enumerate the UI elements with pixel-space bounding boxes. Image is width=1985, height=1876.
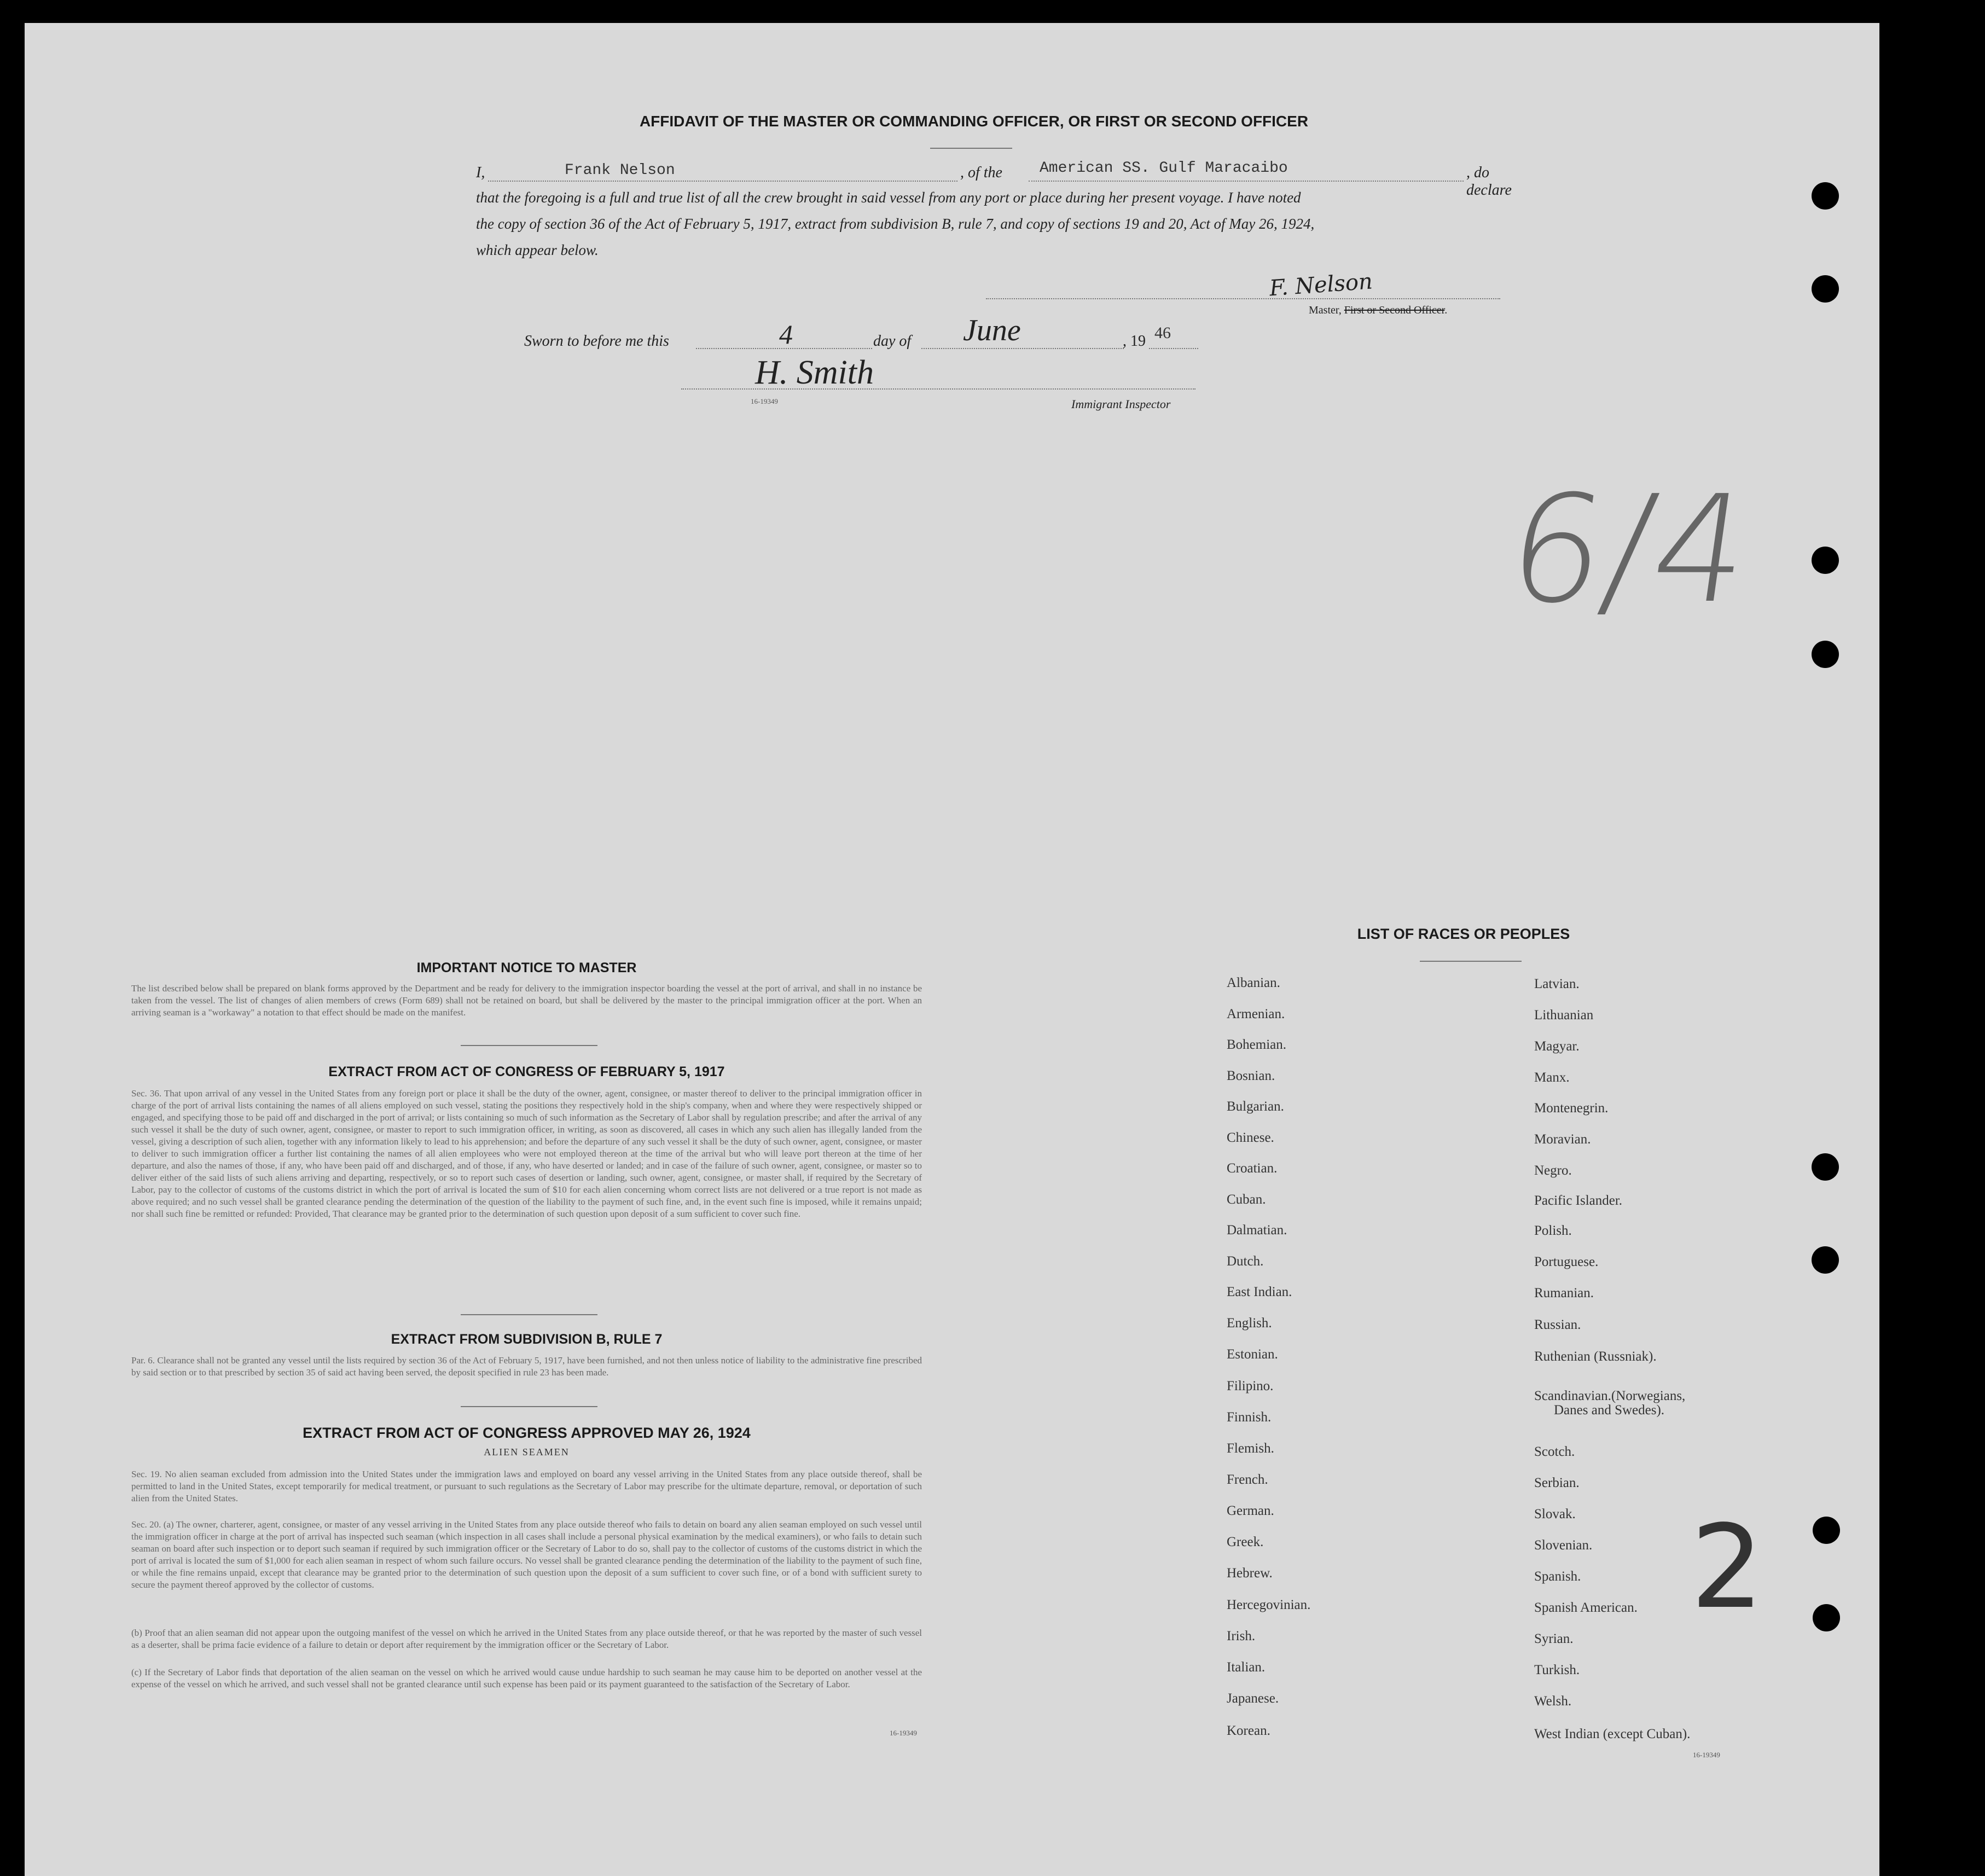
affidavit-title: AFFIDAVIT OF THE MASTER OR COMMANDING OFFICER, OR FIRST OR SECOND OFFICER bbox=[639, 113, 1309, 130]
extract-1917-title: EXTRACT FROM ACT OF CONGRESS OF FEBRUARY 5, 1917 bbox=[328, 1064, 725, 1079]
vessel-field: American SS. Gulf Maracaibo bbox=[1040, 160, 1288, 177]
race-item-right: Manx. bbox=[1534, 1070, 1570, 1085]
races-rule bbox=[1420, 961, 1522, 962]
race-item-left: Hercegovinian. bbox=[1227, 1598, 1311, 1612]
sec20a-text: Sec. 20. (a) The owner, charterer, agent, consignee, or master of any vessel arriving in the United States from any place outside thereof who fails to detain on board any alien seaman employed on such vessel until the immigration officer in charge at the port of arrival has inspected such seaman (which inspection in all cases shall include a personal physical examination by the medical examiners), or who fails to detain such seaman on board after such inspection or to deport such seaman if required by such immigration officer or the Secretary of Labor to do so, shall pay to the collector of customs of the customs district in which the port of arrival is located the sum of $1,000 for each alien seaman in respect of whom such failure occurs. No vessel shall be granted clearance pending the determination of the liability to the payment of such fine, or while the fine remains unpaid, except that clearance may be granted prior to the determination of such question upon the deposit of a sum sufficient to cover such fine, or of a bond with sufficient surety to secure the payment thereof approved by the collector of customs. bbox=[131, 1519, 922, 1590]
affidavit-line-4: which appear below. bbox=[476, 242, 599, 258]
title-rule bbox=[930, 148, 1012, 149]
race-item-left: Cuban. bbox=[1227, 1192, 1266, 1207]
race-item-right: Rumanian. bbox=[1534, 1286, 1594, 1300]
do-declare-label: , do declare bbox=[1466, 164, 1512, 199]
race-item-right: Welsh. bbox=[1534, 1694, 1572, 1709]
race-item-right: Spanish American. bbox=[1534, 1600, 1638, 1615]
race-item-right: Scotch. bbox=[1534, 1444, 1575, 1459]
affidavit-form-number: 16-19349 bbox=[751, 397, 778, 405]
punch-hole-1 bbox=[1812, 182, 1839, 210]
name-field-line bbox=[488, 162, 957, 182]
notice-title: IMPORTANT NOTICE TO MASTER bbox=[416, 960, 637, 975]
master-signature: F. Nelson bbox=[1268, 269, 1374, 301]
i-label: I, bbox=[476, 164, 485, 181]
handwritten-number: 6/4 bbox=[1498, 463, 1760, 636]
race-item-right: Magyar. bbox=[1534, 1039, 1580, 1054]
punch-hole-4 bbox=[1812, 641, 1839, 668]
race-item-left: Italian. bbox=[1227, 1660, 1266, 1675]
of-the-label: , of the bbox=[960, 164, 1002, 181]
race-item-right: Ruthenian (Russniak). bbox=[1534, 1349, 1657, 1364]
sec20c-text: (c) If the Secretary of Labor finds that deportation of the alien seaman on the vessel on which he arrived would cause undue hardship to such seaman he may cause him to be deported on another vessel at the expense of the vessel on which he arrived, and such vessel shall not be granted clearance until such expense has been paid or its payment guaranteed to the satisfaction of the Secretary of Labor. bbox=[131, 1667, 922, 1689]
race-item-right: Portuguese. bbox=[1534, 1254, 1599, 1269]
race-item-right: Pacific Islander. bbox=[1534, 1193, 1623, 1208]
race-item-left: Korean. bbox=[1227, 1723, 1270, 1738]
race-item-left: Greek. bbox=[1227, 1535, 1264, 1549]
master-label-row bbox=[1309, 304, 1447, 317]
rule7-title: EXTRACT FROM SUBDIVISION B, RULE 7 bbox=[391, 1332, 663, 1347]
affidavit-line-2: that the foregoing is a full and true list of all the crew brought in said vessel from any port or place during her present voyage. I have noted bbox=[476, 189, 1301, 206]
race-item-left: Irish. bbox=[1227, 1629, 1256, 1643]
punch-hole-5 bbox=[1812, 1153, 1839, 1181]
sec20b-text: (b) Proof that an alien seaman did not appear upon the outgoing manifest of the vessel on which he arrived in the United States from any place outside thereof, or that he was reported by the master of such vessel as a deserter, shall be prima facie evidence of a failure to detain or deport after requirement by the immigration officer or the Secretary of Labor. bbox=[131, 1628, 922, 1650]
race-item-right: Latvian. bbox=[1534, 977, 1580, 991]
race-item-left: East Indian. bbox=[1227, 1285, 1292, 1299]
year-prefix: , 19 bbox=[1123, 333, 1146, 350]
race-item-right: Montenegrin. bbox=[1534, 1101, 1609, 1116]
race-item-right: Moravian. bbox=[1534, 1132, 1591, 1147]
race-item-left: English. bbox=[1227, 1316, 1272, 1331]
races-form-number: 16-19349 bbox=[1693, 1751, 1720, 1759]
race-item-right: Russian. bbox=[1534, 1317, 1581, 1332]
race-item-right: Serbian. bbox=[1534, 1476, 1580, 1490]
race-item-left: Dutch. bbox=[1227, 1254, 1264, 1269]
sec19-text: Sec. 19. No alien seaman excluded from admission into the United States under the immigration laws and employed on board any vessel arriving in the United States from any place outside thereof, shall be permitted to land in the United States, except temporarily for medical treatment, or pursuant to such regulations as the Secretary of Labor may prescribe for the ultimate departure, removal, or deportation of such alien from the United States. bbox=[131, 1469, 922, 1503]
punch-hole-3 bbox=[1812, 547, 1839, 574]
affidavit-line-3: the copy of section 36 of the Act of February 5, 1917, extract from subdivision B, rule 7, and copy of sections 19 and 20, Act of May 26, 1924, bbox=[476, 216, 1315, 232]
document-sheet bbox=[25, 23, 1879, 1876]
struck-officer-text: First or Second Officer bbox=[1344, 304, 1445, 316]
race-item-right: Scandinavian.(Norwegians, bbox=[1534, 1389, 1686, 1403]
race-item-right: Negro. bbox=[1534, 1163, 1572, 1178]
master-label: Master, bbox=[1309, 304, 1342, 316]
sworn-label: Sworn to before me this bbox=[524, 333, 669, 350]
race-item-left: Bohemian. bbox=[1227, 1037, 1287, 1052]
race-item-left: Finnish. bbox=[1227, 1410, 1272, 1425]
master-suffix: . bbox=[1444, 304, 1448, 316]
race-item-left: Hebrew. bbox=[1227, 1566, 1273, 1581]
race-item-left: German. bbox=[1227, 1503, 1274, 1518]
rule7-text: Par. 6. Clearance shall not be granted any vessel until the lists required by section 36 of the Act of February 5, 1917, have been furnished, and not then unless notice of liability to the administrative fine prescribed by said section or to that prescribed by section 35 of said act having been served, the deposit specified in rule 23 has been made. bbox=[131, 1355, 922, 1378]
race-item-right: Lithuanian bbox=[1534, 1008, 1594, 1023]
race-item-left: Flemish. bbox=[1227, 1441, 1274, 1456]
name-field: Frank Nelson bbox=[565, 162, 675, 179]
race-item-right: Spanish. bbox=[1534, 1569, 1581, 1584]
extract-1924-title: EXTRACT FROM ACT OF CONGRESS APPROVED MAY 26, 1924 bbox=[303, 1425, 751, 1441]
extract-1917-text: Sec. 36. That upon arrival of any vessel in the United States from any foreign port or place it shall be the duty of the owner, agent, consignee, or master thereof to deliver to the principal immigration officer in charge of the port of arrival lists containing the names of all aliens employed on such vessel, stating the positions they respectively hold in the ship's company, when and where they were respectively shipped or engaged, and specifying those to be paid off and discharged in the port of arrival; or lists containing so much of such information as the Secretary of Labor shall by regulation prescribe; and after the arrival of any such vessel it shall be the duty of such owner, agent, consignee, or master to report to such immigration officer, in writing, as soon as discovered, all cases in which any such alien has illegally landed from the vessel, giving a description of such alien, together with any information likely to lead to his apprehension; and before the departure of any such vessel it shall be the duty of such owner, agent, consignee, or master to deliver to such immigration officer a further list containing the names of all alien employees who were not employed thereon at the time of the arrival but who will leave port thereon at the time of her departure, and also the names of those, if any, who have been paid off and discharged, and of those, if any, who have deserted or landed; and in case of the failure of such owner, agent, consignee, or master so to deliver either of the said lists of such aliens arriving and departing, respectively, or so to report such cases of desertion or landing, such owner, agent, consignee, or master shall, if required by the Secretary of Labor, pay to the collector of customs of the customs district in which the port of arrival is located the sum of $10 for each alien concerning whom correct lists are not delivered or a true report is not made as above required; and no such vessel shall be granted clearance pending the determination of the question of the liability to the payment of such fine, and, in the event such fine is imposed, while it remains unpaid; nor shall such fine be remitted or refunded: Provided, That clearance may be granted prior to the determination of such question upon deposit of a sum sufficient to cover such fine. bbox=[131, 1088, 922, 1219]
race-item-right: Slovak. bbox=[1534, 1507, 1576, 1521]
race-item-right: Polish. bbox=[1534, 1223, 1572, 1238]
race-item-left: Armenian. bbox=[1227, 1007, 1285, 1021]
race-item-left: Filipino. bbox=[1227, 1379, 1274, 1393]
race-item-left: Estonian. bbox=[1227, 1347, 1278, 1362]
inspector-label: Immigrant Inspector bbox=[1071, 397, 1171, 411]
inspector-signature: H. Smith bbox=[755, 354, 874, 391]
race-item-left: Bulgarian. bbox=[1227, 1099, 1284, 1114]
race-item-left: French. bbox=[1227, 1472, 1268, 1487]
notice-rule bbox=[461, 1045, 597, 1046]
day-field: 4 bbox=[779, 319, 793, 350]
punch-hole-2 bbox=[1812, 275, 1839, 303]
race-item-right: Syrian. bbox=[1534, 1631, 1574, 1646]
master-signature-line bbox=[986, 298, 1500, 299]
races-title: LIST OF RACES OR PEOPLES bbox=[1357, 926, 1570, 942]
rule7-rule bbox=[461, 1406, 597, 1407]
month-field-line bbox=[921, 328, 1124, 349]
extract-form-number: 16-19349 bbox=[890, 1729, 917, 1737]
notice-text: The list described below shall be prepared on blank forms approved by the Department and be ready for delivery to the immigration inspector boarding the vessel at the port of arrival, and shall in no instance be taken from the vessel. The list of changes of alien members of crews (Form 689) shall not be retained on board, but shall be delivered by the master to the principal immigration officer at the port. When an arriving seaman is a "workaway" a notation to that effect should be made on the manifest. bbox=[131, 983, 922, 1018]
alien-seamen-subtitle: ALIEN SEAMEN bbox=[484, 1447, 570, 1457]
race-item-right: Slovenian. bbox=[1534, 1538, 1593, 1553]
race-item-left: Croatian. bbox=[1227, 1161, 1278, 1176]
extract-1917-rule bbox=[461, 1314, 597, 1315]
day-of-label: day of bbox=[873, 333, 912, 350]
race-item-left: Japanese. bbox=[1227, 1691, 1279, 1706]
punch-hole-8 bbox=[1813, 1604, 1840, 1631]
year-field: 46 bbox=[1154, 324, 1171, 342]
punch-hole-7 bbox=[1813, 1517, 1840, 1544]
race-item-right-cont: Danes and Swedes). bbox=[1554, 1403, 1665, 1418]
race-item-left: Chinese. bbox=[1227, 1130, 1274, 1145]
race-item-right: West Indian (except Cuban). bbox=[1534, 1727, 1691, 1741]
race-item-left: Albanian. bbox=[1227, 975, 1280, 990]
race-item-right: Turkish. bbox=[1534, 1663, 1580, 1677]
race-item-left: Bosnian. bbox=[1227, 1068, 1275, 1083]
race-item-left: Dalmatian. bbox=[1227, 1223, 1287, 1238]
handwritten-mark: 2 bbox=[1691, 1500, 1764, 1634]
punch-hole-6 bbox=[1812, 1246, 1839, 1274]
month-field: June bbox=[963, 313, 1021, 347]
